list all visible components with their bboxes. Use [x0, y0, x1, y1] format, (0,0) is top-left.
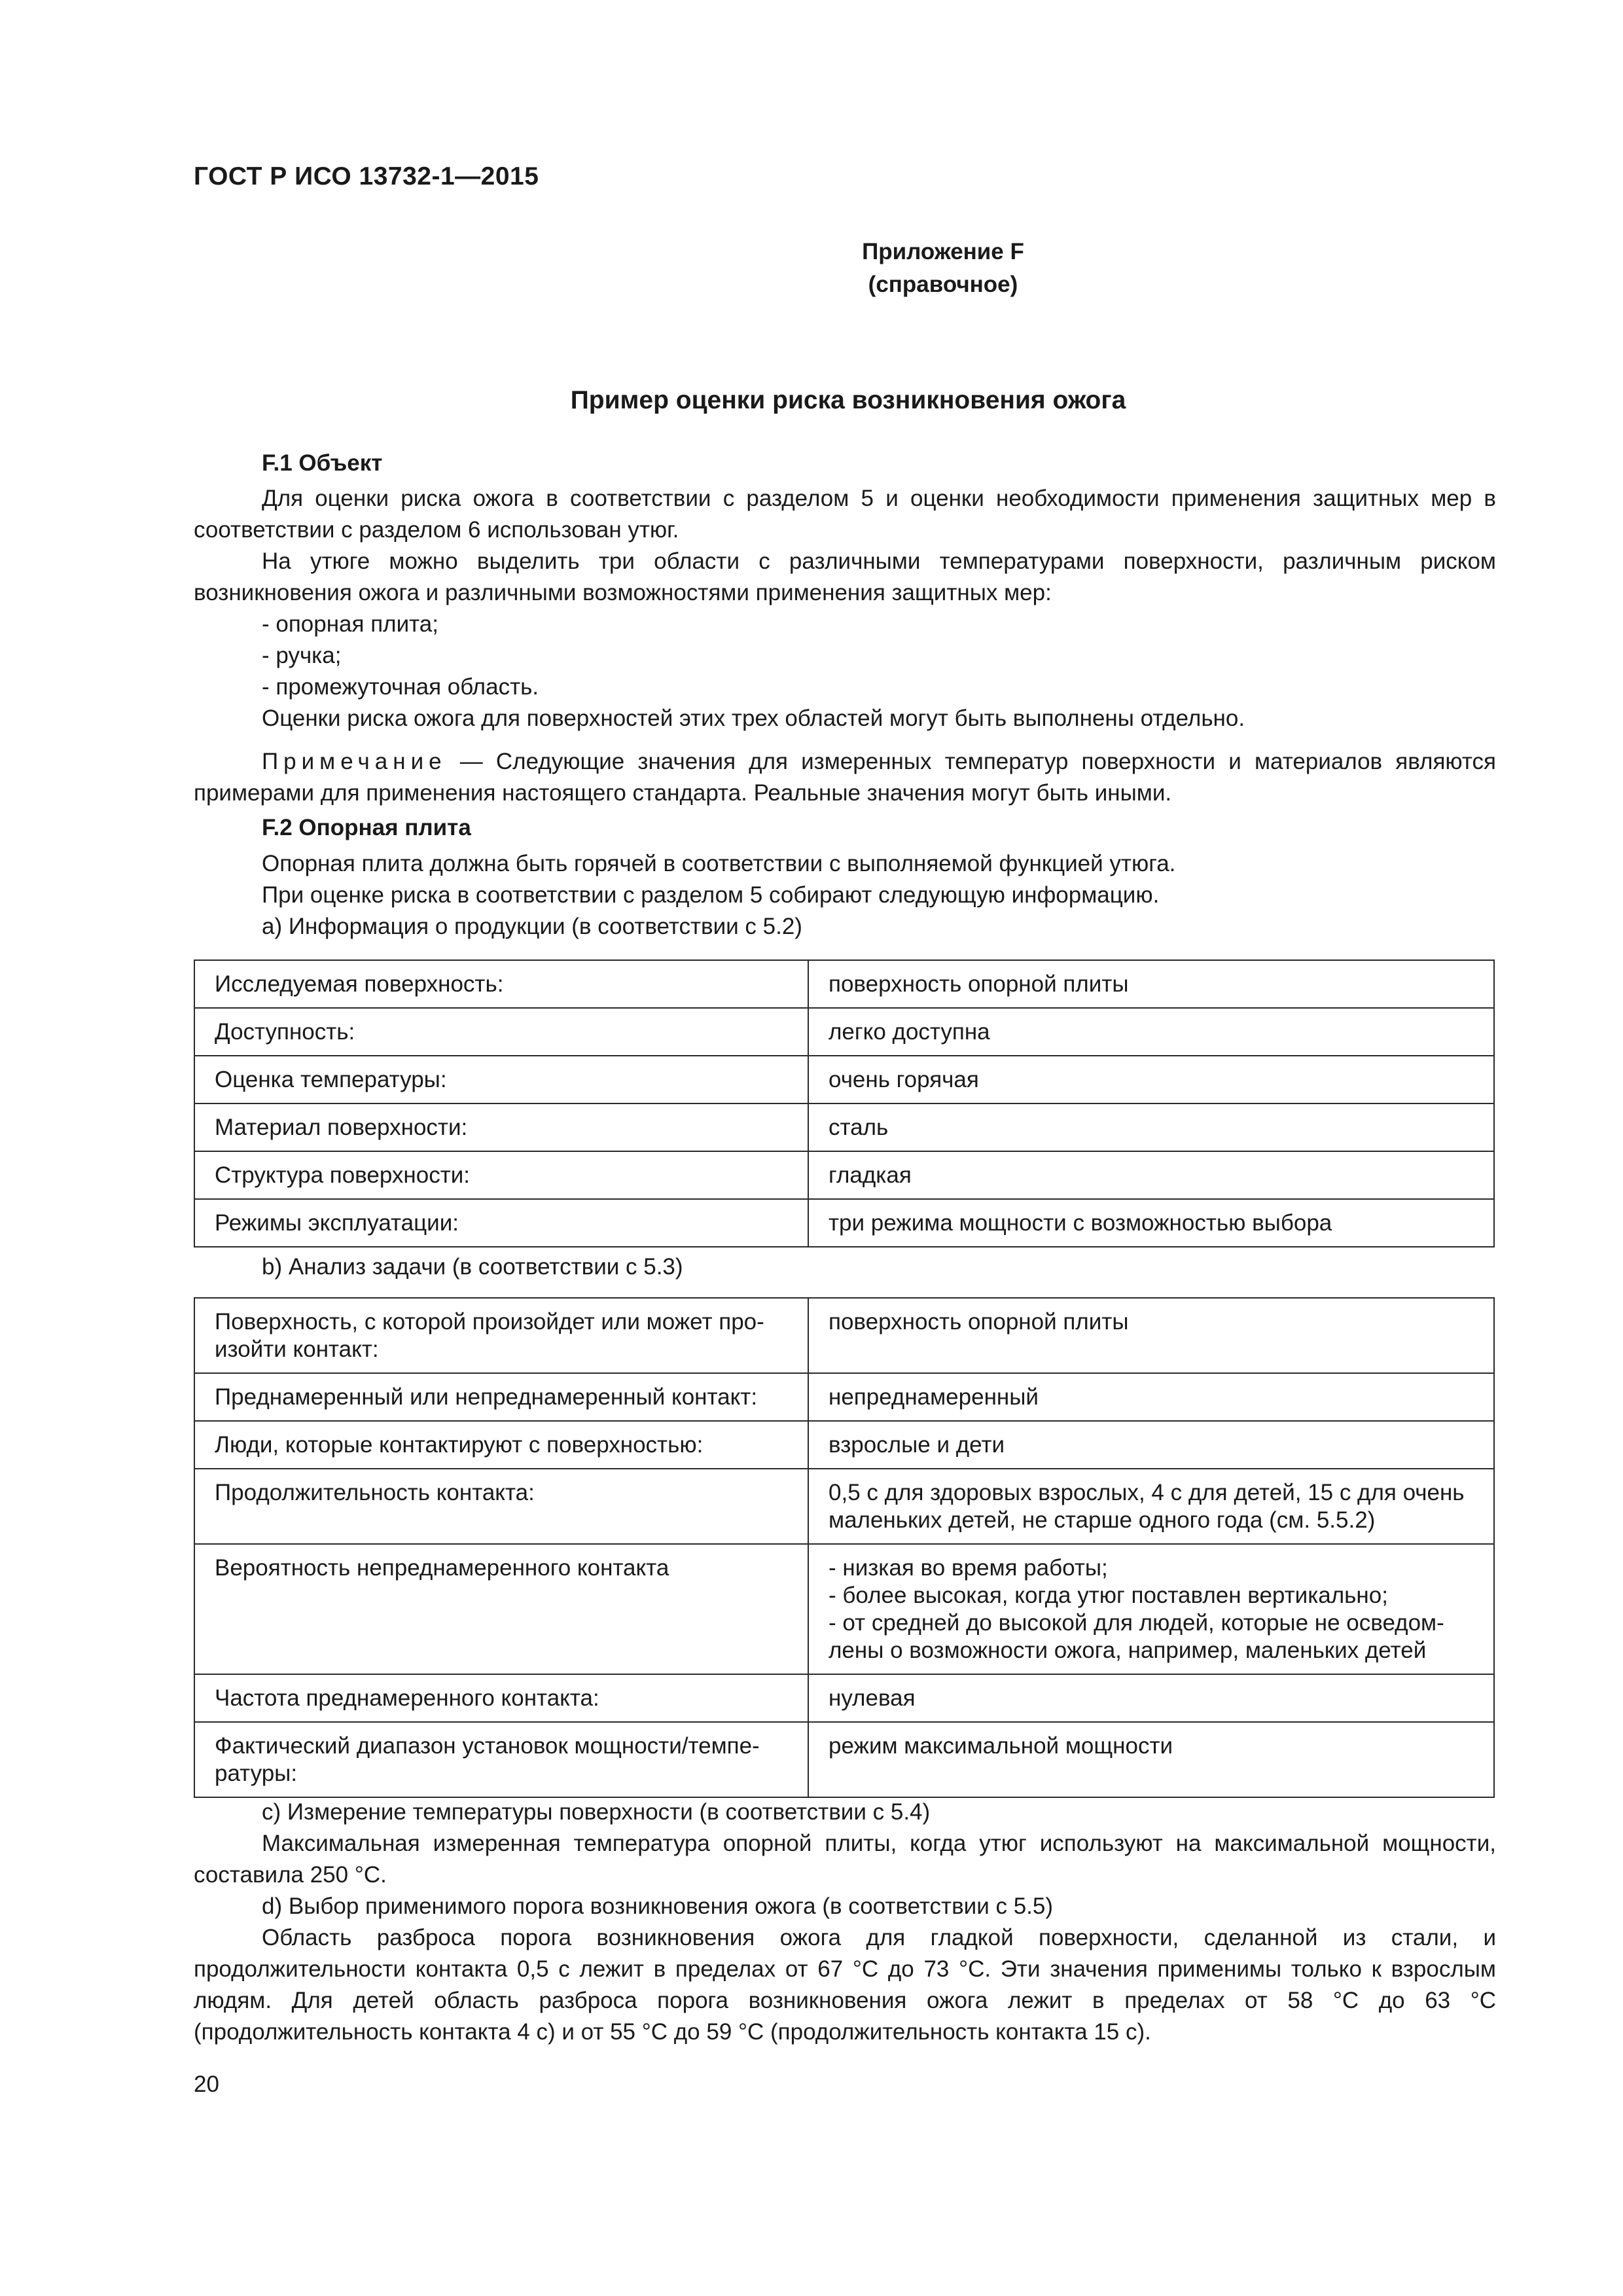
annex-heading [194, 236, 1503, 301]
table-row [194, 1544, 1494, 1674]
table-cell-value: непреднамеренный [808, 1373, 1494, 1421]
table-cell-label: Исследуемая поверхность: [194, 960, 808, 1008]
table-row [194, 1008, 1494, 1056]
table-row [194, 960, 1494, 1008]
item-c-text: Максимальная измеренная температура опорной плиты, когда утюг используют на максимальной мощности, составила 250 °С. [194, 1831, 1496, 1888]
note-label: Примечание [262, 749, 447, 774]
item-b-label: b) Анализ задачи (в соответствии с 5.3) [262, 1254, 683, 1280]
table-cell-label: Режимы эксплуатации: [194, 1199, 808, 1247]
table-cell-label: Материал поверхности: [194, 1103, 808, 1151]
table-row [194, 1298, 1494, 1373]
section-f1-paragraph-2: На утюге можно выделить три области с различными температурами поверхности, различным риском возникновения ожога и различными возможностями применения защитных мер: [194, 548, 1496, 605]
section-f1-heading: F.1 Объект [262, 450, 383, 476]
table-cell-value: 0,5 с для здоровых взрослых, 4 с для детей, 15 с для очень маленьких детей, не старше одного года (см. 5.5.2) [808, 1469, 1494, 1544]
page-number: 20 [194, 2072, 219, 2097]
table-cell-label: Доступность: [194, 1008, 808, 1056]
table-row [194, 1674, 1494, 1722]
section-f1-paragraph-3: Оценки риска ожога для поверхностей этих трех областей могут быть выполнены отдельно. [262, 706, 1245, 731]
item-d-text: Область разброса порога возникновения ожога для гладкой поверхности, сделанной из стали, и продолжительности контакта 0,5 с лежит в пределах от 67 °С до 73 °С. Эти значения применимы только к взрослым людям. Для детей область разброса порога возникновения ожога лежит в пределах от 58 °С до 63 °С (продолжительность контакта 4 с) и от 55 °С до 59 °С (продолжительность контакта 15 с). [194, 1925, 1496, 2045]
section-f2-paragraph-1: Опорная плита должна быть горячей в соответствии с выполняемой функцией утюга. [262, 851, 1176, 876]
table-row [194, 1373, 1494, 1421]
list-item-intermediate: - промежуточная область. [262, 674, 539, 700]
note-text: — Следующие значения для измеренных температур поверхности и материалов являются примерами для применения настоящего стандарта. Реальные значения могут быть иными. [194, 749, 1496, 806]
item-d-label: d) Выбор применимого порога возникновения ожога (в соответствии с 5.5) [262, 1893, 1054, 1919]
table-row [194, 1103, 1494, 1151]
annex-main-title: Пример оценки риска возникновения ожога [570, 386, 1126, 414]
table-row [194, 1151, 1494, 1199]
note-paragraph [194, 746, 1496, 809]
product-info-table [194, 960, 1495, 1247]
table-cell-label: Фактический диапазон установок мощности/темпе- ратуры: [194, 1722, 808, 1797]
table-cell-label: Структура поверхности: [194, 1151, 808, 1199]
table-row [194, 1722, 1494, 1797]
section-f2-heading: F.2 Опорная плита [262, 815, 471, 840]
table-cell-label: Вероятность непреднамеренного контакта [194, 1544, 808, 1674]
table-cell-value: гладкая [808, 1151, 1494, 1199]
table-cell-value: поверхность опорной плиты [808, 1298, 1494, 1373]
list-item-sole-plate: - опорная плита; [262, 611, 438, 637]
item-b-block [194, 1251, 1496, 1283]
table-cell-label: Оценка температуры: [194, 1056, 808, 1103]
table-cell-value: поверхность опорной плиты [808, 960, 1494, 1008]
table-cell-label: Поверхность, с которой произойдет или может про- изойти контакт: [194, 1298, 808, 1373]
section-f2-continuation [194, 1797, 1496, 2048]
table-cell-value: сталь [808, 1103, 1494, 1151]
list-item-handle: - ручка; [262, 643, 342, 668]
section-f2-paragraph-2: При оценке риска в соответствии с разделом 5 собирают следующую информацию. [262, 882, 1160, 908]
table-cell-value: очень горячая [808, 1056, 1494, 1103]
table-cell-value: легко доступна [808, 1008, 1494, 1056]
section-f2-intro [194, 848, 1496, 942]
table-cell-value: три режима мощности с возможностью выбора [808, 1199, 1494, 1247]
section-f1-body [194, 483, 1496, 809]
table-cell-value: - низкая во время работы; - более высокая, когда утюг поставлен вертикально; - от средней до высокой для людей, которые не осведом- лены о возможности ожога, например, маленьких детей [808, 1544, 1494, 1674]
table-cell-label: Преднамеренный или непреднамеренный контакт: [194, 1373, 808, 1421]
table-cell-value: нулевая [808, 1674, 1494, 1722]
annex-type: (справочное) [868, 272, 1018, 297]
table-row [194, 1421, 1494, 1469]
table-cell-value: взрослые и дети [808, 1421, 1494, 1469]
table-cell-value: режим максимальной мощности [808, 1722, 1494, 1797]
table-cell-label: Люди, которые контактируют с поверхностью: [194, 1421, 808, 1469]
item-a-label: a) Информация о продукции (в соответствии с 5.2) [262, 914, 802, 939]
item-c-label: c) Измерение температуры поверхности (в соответствии с 5.4) [262, 1799, 931, 1825]
annex-title: Приложение F [862, 239, 1024, 264]
table-cell-label: Продолжительность контакта: [194, 1469, 808, 1544]
standard-code: ГОСТ Р ИСО 13732-1—2015 [194, 162, 539, 190]
table-row [194, 1469, 1494, 1544]
task-analysis-table [194, 1297, 1495, 1798]
table-cell-label: Частота преднамеренного контакта: [194, 1674, 808, 1722]
section-f1-paragraph-1: Для оценки риска ожога в соответствии с разделом 5 и оценки необходимости применения защитных мер в соответствии с разделом 6 использован утюг. [194, 486, 1496, 543]
table-row [194, 1199, 1494, 1247]
table-row [194, 1056, 1494, 1103]
